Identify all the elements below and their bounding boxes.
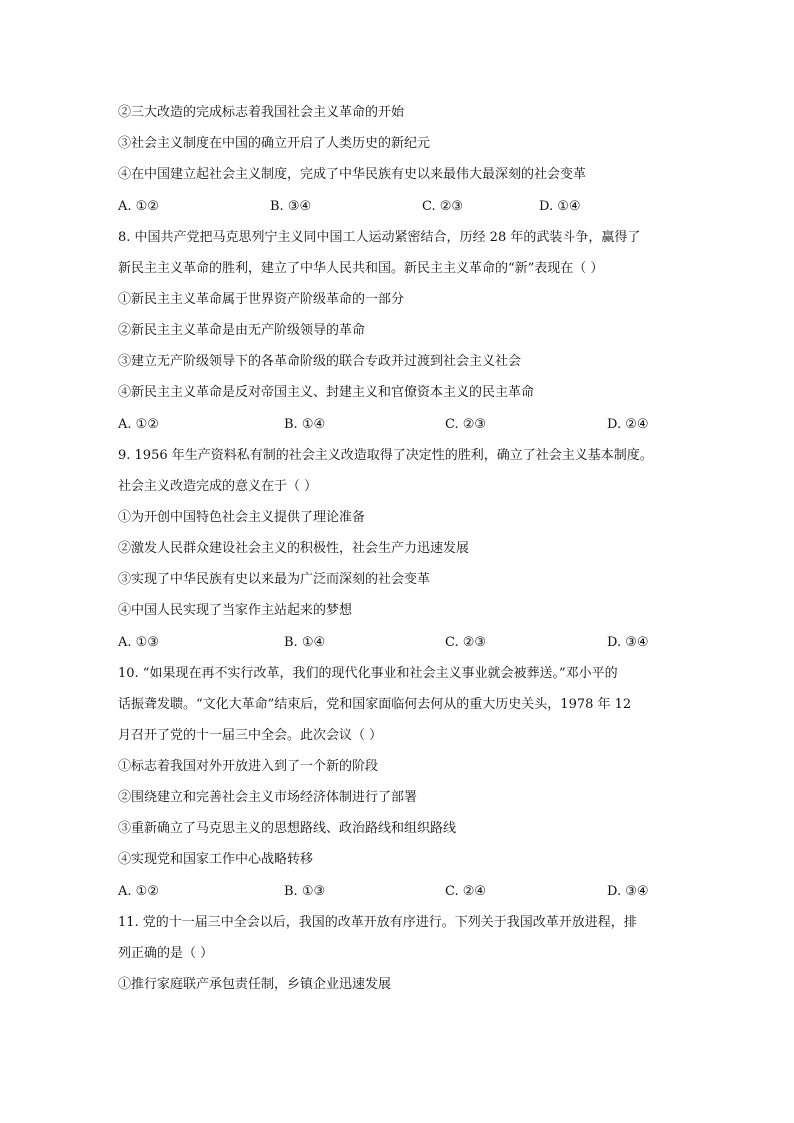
option-d: D. ③④ [607, 884, 649, 899]
prev-question-statement-2: ②三大改造的完成标志着我国社会主义革命的开始 [118, 105, 405, 120]
q8-statement-3: ③建立无产阶级领导下的各革命阶级的联合专政并过渡到社会主义社会 [118, 354, 522, 369]
option-c: C. ②③ [422, 199, 464, 214]
q10-options [118, 883, 678, 901]
q10-statement-4: ④实现党和国家工作中心战略转移 [118, 852, 314, 867]
q11-stem-line-2: 列正确的是（ ） [118, 946, 214, 961]
option-c: C. ②③ [445, 635, 487, 650]
q9-statement-2: ②激发人民群众建设社会主义的积极性，社会生产力迅速发展 [118, 541, 470, 556]
option-c: C. ②④ [445, 884, 487, 899]
q9-stem-line-1: 9. 1956 年生产资料私有制的社会主义改造取得了决定性的胜利，确立了社会主义基本制度。 [118, 448, 653, 463]
q8-statement-2: ②新民主主义革命是由无产阶级领导的革命 [118, 323, 366, 338]
option-b: B. ①④ [284, 417, 326, 432]
q10-statement-3: ③重新确立了马克思主义的思想路线、政治路线和组织路线 [118, 821, 457, 836]
option-d: D. ②④ [607, 417, 649, 432]
q10-statement-2: ②围绕建立和完善社会主义市场经济体制进行了部署 [118, 790, 418, 805]
q8-stem-line-1: 8. 中国共产党把马克思列宁主义同中国工人运动紧密结合，历经 28 年的武装斗争，赢得了 [118, 230, 641, 245]
option-b: B. ①③ [284, 884, 326, 899]
q8-stem-line-2: 新民主主义革命的胜利，建立了中华人民共和国。新民主主义革命的“新”表现在（ ） [118, 261, 604, 276]
q11-statement-1: ①推行家庭联产承包责任制，乡镇企业迅速发展 [118, 977, 392, 992]
q8-statement-4: ④新民主主义革命是反对帝国主义、封建主义和官僚资本主义的民主革命 [118, 385, 535, 400]
q8-options [118, 416, 678, 434]
prev-question-statement-4: ④在中国建立起社会主义制度，完成了中华民族有史以来最伟大最深刻的社会变革 [118, 167, 587, 182]
option-a: A. ①② [118, 884, 159, 899]
option-b: B. ③④ [270, 199, 312, 214]
option-c: C. ②③ [445, 417, 487, 432]
q10-stem-line-1: 10. “如果现在再不实行改革，我们的现代化事业和社会主义事业就会被葬送。”邓小平的 [118, 666, 618, 681]
option-b: B. ①④ [284, 635, 326, 650]
prev-question-options [118, 198, 678, 216]
q9-statement-4: ④中国人民实现了当家作主站起来的梦想 [118, 603, 353, 618]
prev-question-statement-3: ③社会主义制度在中国的确立开启了人类历史的新纪元 [118, 136, 431, 151]
option-d: D. ③④ [607, 635, 649, 650]
option-a: A. ①② [118, 417, 159, 432]
option-a: A. ①② [118, 199, 159, 214]
q10-stem-line-2: 话振聋发聩。“文化大革命”结束后，党和国家面临何去何从的重大历史关头，1978 年 12 [118, 697, 632, 712]
q9-stem-line-2: 社会主义改造完成的意义在于（ ） [118, 479, 318, 494]
q11-stem-line-1: 11. 党的十一届三中全会以后，我国的改革开放有序进行。下列关于我国改革开放进程，排 [118, 915, 637, 930]
q9-statement-3: ③实现了中华民族有史以来最为广泛而深刻的社会变革 [118, 572, 431, 587]
q10-statement-1: ①标志着我国对外开放进入到了一个新的阶段 [118, 759, 379, 774]
option-d: D. ①④ [539, 199, 581, 214]
q9-statement-1: ①为开创中国特色社会主义提供了理论准备 [118, 510, 366, 525]
q9-options [118, 634, 678, 652]
q10-stem-line-3: 月召开了党的十一届三中全会。此次会议（ ） [118, 728, 383, 743]
q8-statement-1: ①新民主主义革命属于世界资产阶级革命的一部分 [118, 292, 405, 307]
option-a: A. ①③ [118, 635, 159, 650]
